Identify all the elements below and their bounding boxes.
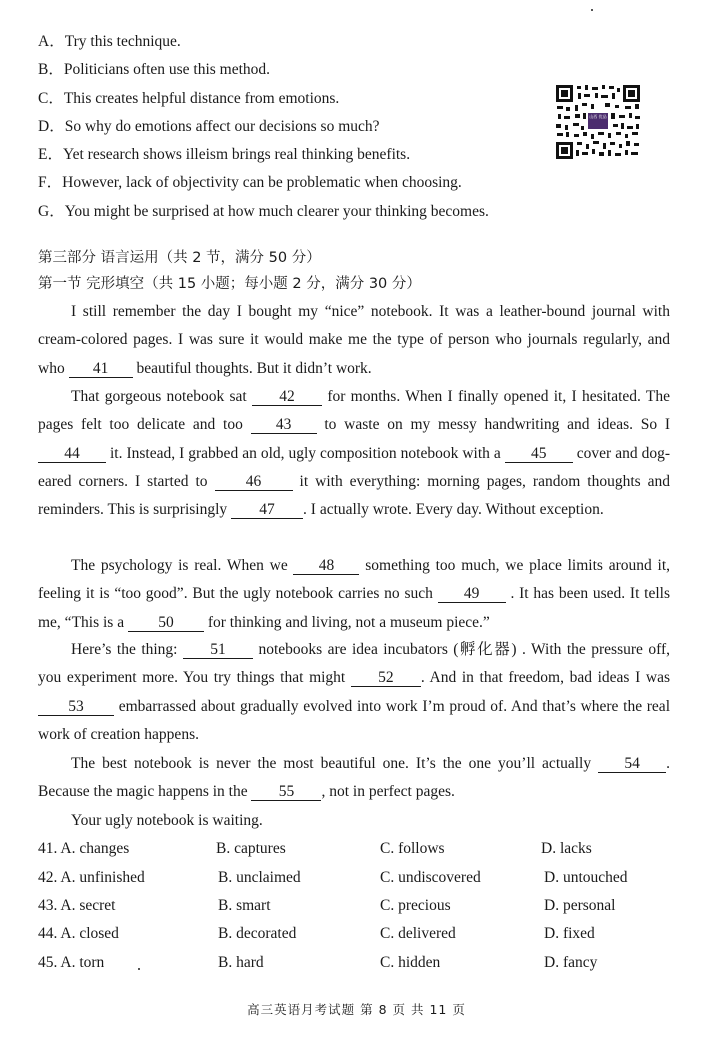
qr-code-icon	[555, 84, 641, 160]
blank-46: 46	[215, 474, 293, 491]
option-e: E．Yet research shows illeism brings real thinking benefits.	[38, 146, 411, 163]
option-f: F．However, lack of objectivity can be problematic when choosing.	[38, 174, 462, 191]
choice-45-d: D. fancy	[544, 954, 598, 971]
choice-42-b: B. unclaimed	[218, 869, 301, 886]
choice-44-d: D. fixed	[544, 925, 595, 942]
choice-row-44	[38, 925, 678, 947]
option-d: D．So why do emotions affect our decisions so much?	[38, 118, 380, 135]
choice-42-d: D. untouched	[544, 869, 628, 886]
choice-42-c: C. undiscovered	[380, 869, 481, 886]
passage-paragraph-6: Your ugly notebook is waiting.	[71, 812, 263, 829]
choice-row-42	[38, 869, 678, 891]
choice-44-b: B. decorated	[218, 925, 297, 942]
blank-53: 53	[38, 699, 114, 716]
blank-54: 54	[598, 756, 666, 773]
choice-row-45	[38, 954, 678, 976]
blank-51: 51	[183, 642, 253, 659]
passage-paragraph-3: The psychology is real. When we 48 something too much, we place limits around it, feeling it is “too good”. But the ugly notebook carries no such 49 . It has been used. It tells me, “This is a 50 for thinking and living, not a museum piece.”	[38, 557, 671, 631]
scan-speck	[591, 9, 593, 11]
choice-41-d: D. lacks	[541, 840, 592, 857]
choice-41-a: 41. A. changes	[38, 840, 130, 857]
blank-48: 48	[293, 558, 359, 575]
scan-speck-2	[138, 968, 140, 970]
blank-55: 55	[251, 784, 321, 801]
choice-45-c: C. hidden	[380, 954, 441, 971]
passage-paragraph-2: That gorgeous notebook sat 42 for months. When I finally opened it, I hesitated. The pages felt too delicate and too 43 to waste on my messy handwriting and ideas. So I 44 it. Instead, I grabbed an old, ugly composition notebook with a 45 cover and dog-eared corners. I started to 46 it with everything: morning pages, random thoughts and reminders. This is surprisingly 47 . I actually wrote. Every day. Without exception.	[38, 388, 671, 519]
choice-41-c: C. follows	[380, 840, 445, 857]
choice-42-a: 42. A. unfinished	[38, 869, 145, 886]
choice-45-a: 45. A. torn	[38, 954, 105, 971]
qr-badge: 山西 优品	[589, 114, 607, 119]
choice-43-d: D. personal	[544, 897, 616, 914]
blank-49: 49	[438, 586, 506, 603]
choice-row-41	[38, 840, 678, 862]
choice-44-a: 44. A. closed	[38, 925, 119, 942]
passage-paragraph-5: The best notebook is never the most beautiful one. It’s the one you’ll actually 54 . Because the magic happens in the 55 , not in perfect pages.	[38, 755, 670, 801]
choice-43-c: C. precious	[380, 897, 451, 914]
option-g: G．You might be surprised at how much clearer your thinking becomes.	[38, 203, 489, 220]
choice-43-b: B. smart	[218, 897, 271, 914]
choice-43-a: 43. A. secret	[38, 897, 116, 914]
blank-41: 41	[69, 361, 133, 378]
choice-45-b: B. hard	[218, 954, 264, 971]
blank-45: 45	[505, 446, 573, 463]
option-a: A．Try this technique.	[38, 33, 181, 50]
choice-row-43	[38, 897, 678, 919]
blank-52: 52	[351, 670, 421, 687]
blank-42: 42	[252, 389, 322, 406]
section-title: 第三部分 语言运用（共 2 节，满分 50 分）	[38, 250, 321, 266]
blank-43: 43	[251, 417, 317, 434]
option-c: C．This creates helpful distance from emotions.	[38, 90, 340, 107]
choice-44-c: C. delivered	[380, 925, 456, 942]
blank-47: 47	[231, 502, 303, 519]
passage-paragraph-4: Here’s the thing: 51 notebooks are idea incubators (孵化器) . With the pressure off, you experiment more. You try things that might 52 . And in that freedom, bad ideas I was 53 embarrassed about gradually evolved into work I’m proud of. And that’s where the real work of creation happens.	[38, 641, 671, 743]
page-footer: 高三英语月考试题 第 8 页 共 11 页	[247, 1002, 466, 1017]
blank-44: 44	[38, 446, 106, 463]
blank-50: 50	[128, 615, 204, 632]
choice-41-b: B. captures	[216, 840, 286, 857]
option-b: B．Politicians often use this method.	[38, 61, 271, 78]
subsection-title: 第一节 完形填空（共 15 小题；每小题 2 分，满分 30 分）	[38, 276, 421, 292]
passage-paragraph-1: I still remember the day I bought my “nice” notebook. It was a leather-bound journal with cream-colored pages. I was sure it would make me the type of person who journals regularly, and who 41 beautiful thoughts. But it didn’t work.	[38, 303, 670, 377]
